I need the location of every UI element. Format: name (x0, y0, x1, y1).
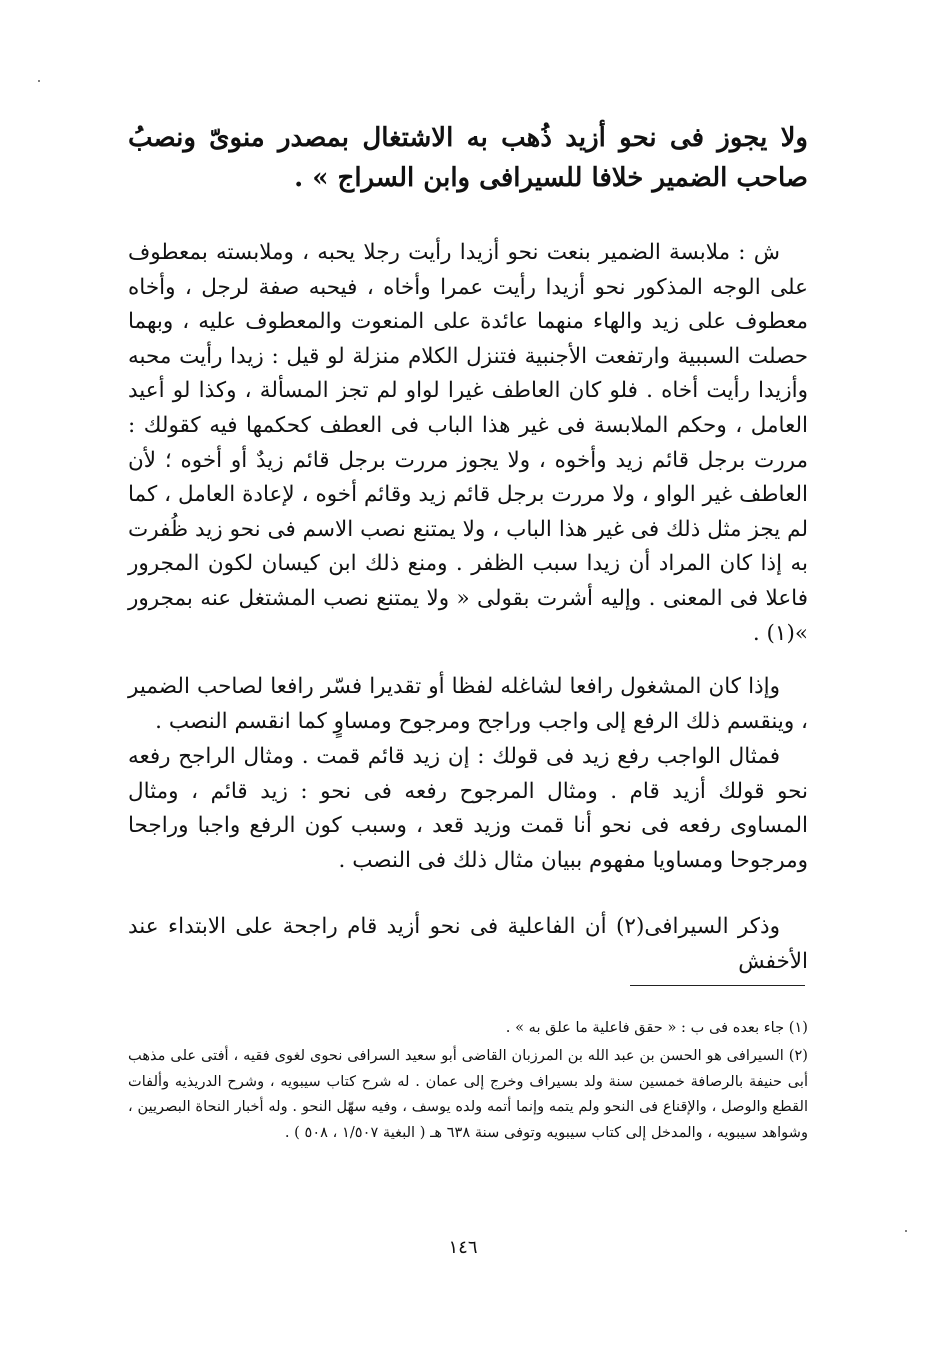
footnote-1: (١) جاء بعده فى ب : « حقق فاعلية ما علق به » . (505, 1019, 808, 1036)
footnote-2: (٢) السيرافى هو الحسن بن عبد الله بن المرزبان القاضى أبو سعيد السرافى نحوى لغوى فقيه ، أفتى على مذهب أبى حنيفة بالرصافة خمسين سنة ولد بسيراف وخرج إلى عمان . له شرح كتاب سيبويه ، وشرح الدريذيه وألفات القطع والوصل ، والإقناع فى النحو ولم يتمه وإنما أتمه ولده يوسف ، وفيه سهّل النحو . وله أخبار النحاة البصريين ، وشواهد سيبويه ، والمدخل إلى كتاب سيبويه وتوفى سنة ٦٣٨ هـ ( البغية ١/٥٠٧ ، ٥٠٨ ) . (128, 1046, 808, 1142)
page-number: ١٤٦ (448, 1237, 478, 1258)
paragraph-raf-division: وإذا كان المشغول رافعا لشاغله لفظا أو تقديرا فسّر رافعا لصاحب الضمير ، وينقسم ذلك الرفع إلى واجب وراجح ومرجوح ومساوٍ كما انقسم النصب . (128, 674, 808, 734)
paragraph-examples: فمثال الواجب رفع زيد فى قولك : إن زيد قائم قمت . ومثال الراجح رفعه نحو قولك أزيد قام . ومثال المرجوح رفعه فى نحو : زيد قائم ، ومثال المساوى رفعه فى نحو أنا قمت وزيد قعد ، وسبب كون الرفع واجبا وراجحا ومرجوحا ومساويا مفهوم ببيان مثال ذلك فى النصب . (128, 744, 808, 873)
scan-speck (905, 1230, 907, 1232)
paragraph-sirafi: وذكر السيرافى(٢) أن الفاعلية فى نحو أزيد قام راجحة على الابتداء عند الأخفش (128, 914, 808, 974)
scan-speck (38, 80, 40, 82)
footnotes (128, 1015, 808, 1146)
footnote-separator (630, 985, 805, 986)
paragraph-explanation: ش : ملابسة الضمير بنعت نحو أزيدا رأيت رجلا يحبه ، وملابسته بمعطوف على الوجه المذكور نحو أزيدا رأيت عمرا وأخاه ، فيحبه صفة لرجل ، وأخاه معطوف على زيد والهاء منهما عائدة على المنعوت والمعطوف عليه ، وبهما حصلت السببية وارتفعت الأجنبية فتنزل الكلام منزلة لو قيل : زيدا رأيت محبه وأزيدا رأيت أخاه . فلو كان العاطف غيرا لواو لم تجز المسألة ، وكذا لو أعيد العامل ، وحكم الملابسة فى غير هذا الباب فى العطف كحكمها فيه كقولك : مررت برجل قائم زيد وأخوه ، ولا يجوز مررت برجل قائم زيدٌ أو أخوه ؛ لأن العاطف غير الواو ، ولا مررت برجل قائم زيد وقائم أخوه ، لإعادة العامل ، كما لم يجز مثل ذلك فى غير هذا الباب ، ولا يمتنع نصب الاسم فى نحو زيد ظُفرت به إذا كان المراد أن زيدا سبب الظفر . ومنع ذلك ابن كيسان لكون المجرور فاعلا فى المعنى . وإليه أشرت بقولى « ولا يمتنع نصب المشتغل عنه بمجرور »(١) . (128, 240, 808, 646)
heading-rule-text: ولا يجوز فى نحو أزيد ذُهب به الاشتغال بمصدر منوىّ ونصبُ صاحب الضمير خلافا للسيرافى وابن السراج » . (128, 123, 808, 193)
